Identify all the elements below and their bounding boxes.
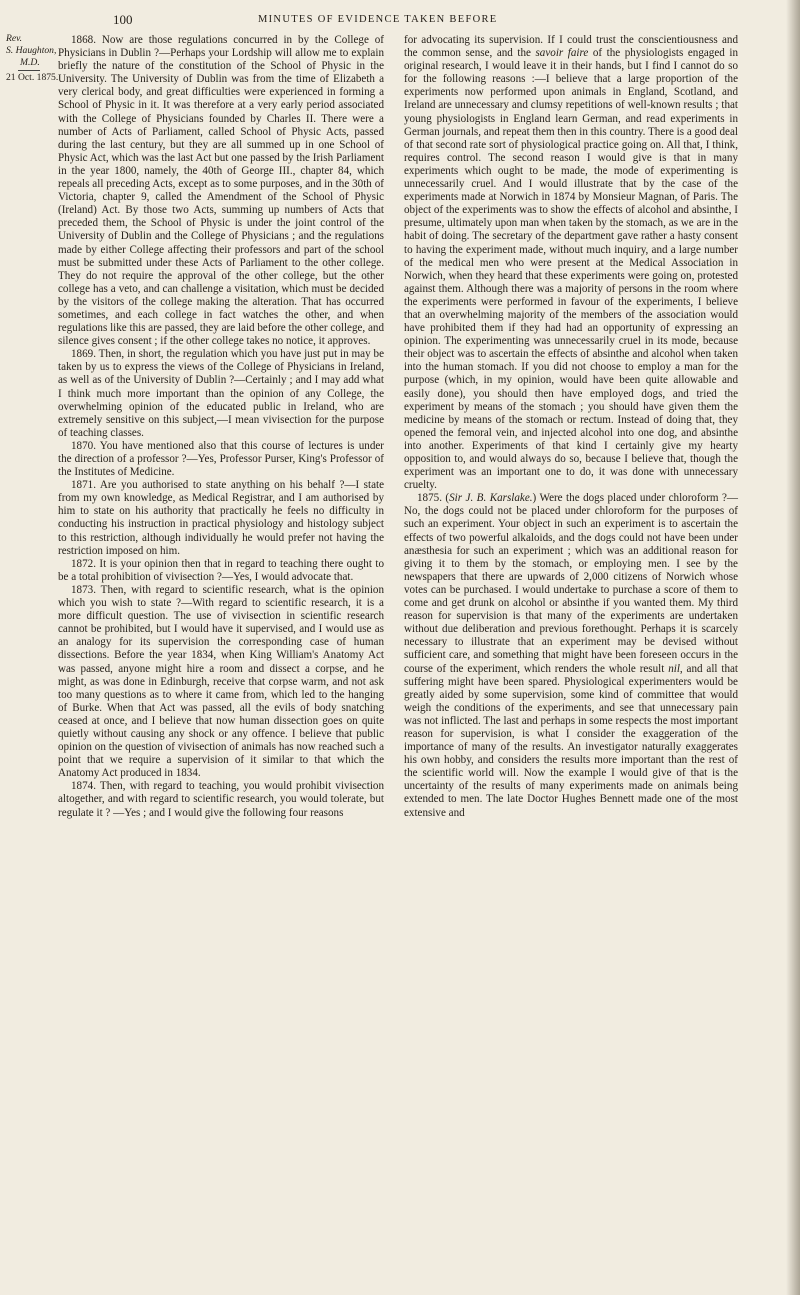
question-1874: 1874. Then, with regard to teaching, you would prohibit vivisection altogether, and with regard to scientific research, you would tolerate, but regulate it ? —Yes ; and I would give the following four reasons: [58, 780, 384, 819]
answer-text-part: for advocating its supervision. If I could trust the conscientiousness and the common sense, and the: [404, 34, 738, 60]
question-text-part: , and all that suffering might have been spared. Physiological experimenters would be greatly aided by some supervision, some kind of committee that would weigh the conditions of the experiments, and see that unnecessary pain was not inflicted. The last and perhaps in some respects the most important reason for supervision, is what I consider the exaggeration of the importance of many of the results. An investigator naturally exaggerates his own hobby, and considers the results more important than the rest of the scientific world will. Now the example I would give of that is the uncertainty of the results of many experiments made on animals being extended to men. The late Doctor Hughes Bennett made one of the most extensive and: [404, 662, 739, 819]
right-column: [404, 34, 738, 820]
witness-title: Rev.: [6, 33, 23, 44]
questioner-name: Sir J. B. Karslake.: [449, 492, 533, 505]
question-1872: 1872. It is your opinion then that in regard to teaching there ought to be a total prohibition of vivisection ?—Yes, I would advocate that.: [58, 557, 384, 583]
question-1875: [404, 492, 738, 819]
italic-phrase: savoir faire: [535, 47, 589, 60]
page-header: [0, 8, 800, 30]
evidence-date: 21 Oct. 1875.: [6, 72, 59, 83]
page-edge-shadow: [786, 0, 800, 1295]
page-number: 100: [113, 12, 133, 27]
question-1869: 1869. Then, in short, the regulation which you have just put in may be taken by us to express the views of the College of Physicians in Ireland, as well as of the University of Dublin ?—Certainly ; and I may add what I think much more important than the opinion of any College, the overwhelming opinion of the educated public in Ireland, who are extremely sensitive on this subject,—I mean vivisection for the purpose of teaching classes.: [58, 348, 384, 439]
question-1868: 1868. Now are those regulations concurred in by the College of Physicians in Dublin ?—Perhaps your Lordship will allow me to explain briefly the nature of the constitution of the School of Physic in the University. The University of Dublin was from the time of Elizabeth a very clerical body, and great difficulties were experienced in forming a School of Physic in it. It was therefore at a very early period associated with the College of Physicians founded by Charles II. There were a number of Acts of Parliament, called School of Physic Acts, passed during the last century, but they are all summed up in one School of Physic Act, which was the last Act but one passed by the Irish Parliament in the year 1800, namely, the 40th of George III., chapter 84, which repeals all preceding Acts, except as to some purposes, and in the 30th of Victoria, chapter 9, called the Amendment of the School of Physic (Ireland) Act. By those two Acts, summing up numbers of Acts that preceded them, the School of Physic is under the joint control of the University of Dublin and the College of Physicians ; and the regulations made by either College affecting their professors and part of the school must be submitted under these Acts of Parliament to the other college. They do not require the approval of the other college, but the other college has a veto, and can challenge a visitation, which must be decided by the visitors of the college making the alteration. That has occurred sometimes, and each college in fact watches the other, and when regulations like this are passed, they are laid before the other college, and silence gives consent ; if the other college takes no notice, it approves.: [58, 34, 384, 348]
question-1871: 1871. Are you authorised to state anything on his behalf ?—I state from my own knowledge, as Medical Registrar, and I am authorised by him to state on his authority that practically he feels no difficulty in conducting his instruction in practical physiology and histology subject to this restriction, although individually he would prefer not having the restriction imposed on him.: [58, 479, 384, 557]
left-column: [58, 34, 384, 820]
witness-name: S. Haughton,: [6, 45, 57, 56]
italic-word: nil: [668, 662, 680, 675]
question-text-part: 1875. (: [417, 492, 450, 505]
question-1870: 1870. You have mentioned also that this course of lectures is under the direction of a professor ?—Yes, Professor Purser, King's Professor of the Institutes of Medicine.: [58, 439, 384, 479]
margin-divider: [18, 70, 40, 71]
margin-note: [6, 33, 59, 84]
question-text-part: ) Were the dogs placed under chloroform ?—No, the dogs could not be placed under chloroform for the purposes of such an experiment. Your object in such an experiment is to ascertain the effects of two powerful alkaloids, and the dogs could not have been under anæsthesia for such an experiment ; which was an additional reason for giving it to them by the stomach, or employing men. I see by the newspapers that there are upwards of 2,000 citizens of Norwich whose votes can be purchased. I would undertake to purchase a score of them to come and get drunk on alcohol or absinthe if you wanted them. My third reason for supervision is that many of the experiments are undertaken without due deliberation and previous forethought. Perhaps it is scarcely necessary to illustrate that an experiment may be devised without sufficient care, and something that might have been foreseen occurs in the course of the experiment, which renders the whole result: [404, 492, 738, 675]
question-1873: 1873. Then, with regard to scientific research, what is the opinion which you wish to state ?—With regard to scientific research, it is a more difficult question. The use of vivisection in scientific research cannot be prohibited, but I would have it supervised, and I would use as an analogy for its supervision the corresponding case of human dissections. Before the year 1834, when King William's Anatomy Act was passed, anyone might hire a room and dissect a corpse, and he might, as was done in Edinburgh, receive that corpse warm, and not ask too many questions as to where it came from, which led to the hanging of Burke. When that Act was passed, all the evils of body snatching ceased at once, and I believe that now human dissection goes on quite quietly without causing any shock or any offence. I believe that public opinion on the question of vivisection of animals has now reached such a point that we require a supervision of it similar to that which the Anatomy Act produced in 1834.: [58, 583, 384, 780]
running-head: MINUTES OF EVIDENCE TAKEN BEFORE: [258, 14, 498, 25]
answer-text-part: of the physiologists engaged in original research, I would leave it in their hands, but I find I cannot do so for the following reasons :—I believe that a large proportion of the experiments now performed upon animals in England, Scotland, and Ireland are unnecessary and clumsy repetitions of well-known results ; that young physiologists in England learn German, and read experiments in German journals, and repeat them then in this country. There is a good deal of that second rate sort of physiological practice going on. All that, I think, requires control. The second reason I would give is that in many experiments which ought to be made, the mode of experimenting is unnecessarily cruel. And I would illustrate that by the case of the experiments made at Norwich in 1874 by Monsieur Magnan, of Paris. The object of the experiments was to show the effects of alcohol and absinthe, I presume, ultimately upon man when taken by the stomach, as we are in the habit of doing. The secretary of the department gave rather a hasty consent to having the experiment made, without much inquiry, and a large number of the medical men who were present at the Medical Association in Norwich, when they heard that these experiments were going on, protested against them. Although there was a majority of persons in the room where the experiments were performed in favour of the experiments, I believe that an overwhelming majority of the members of the association would have prohibited them if they had had an opportunity of expressing an opinion. The experimenting was unnecessarily cruel in its mode, because their object was to ascertain the effects of absinthe and alcohol when taken into the human stomach. If you did not choose to employ a man for the purpose (which, in my opinion, would have been quite allowable and easily done), you should then have employed dogs, and tried the experiment by means of the stomach ; you should have given them the medicine by means of the stomach or rectum. Instead of doing that, they opened the femoral vein, and injected alcohol into one dog, and absinthe into another. Experiments of that kind I certainly give my hearty opposition to, and would always do so, because I believe that, though the experiment was an important one to do, it was done with unnecessary cruelty.: [404, 47, 738, 492]
witness-degree: M.D.: [20, 57, 40, 68]
answer-1874-continued: [404, 34, 738, 492]
